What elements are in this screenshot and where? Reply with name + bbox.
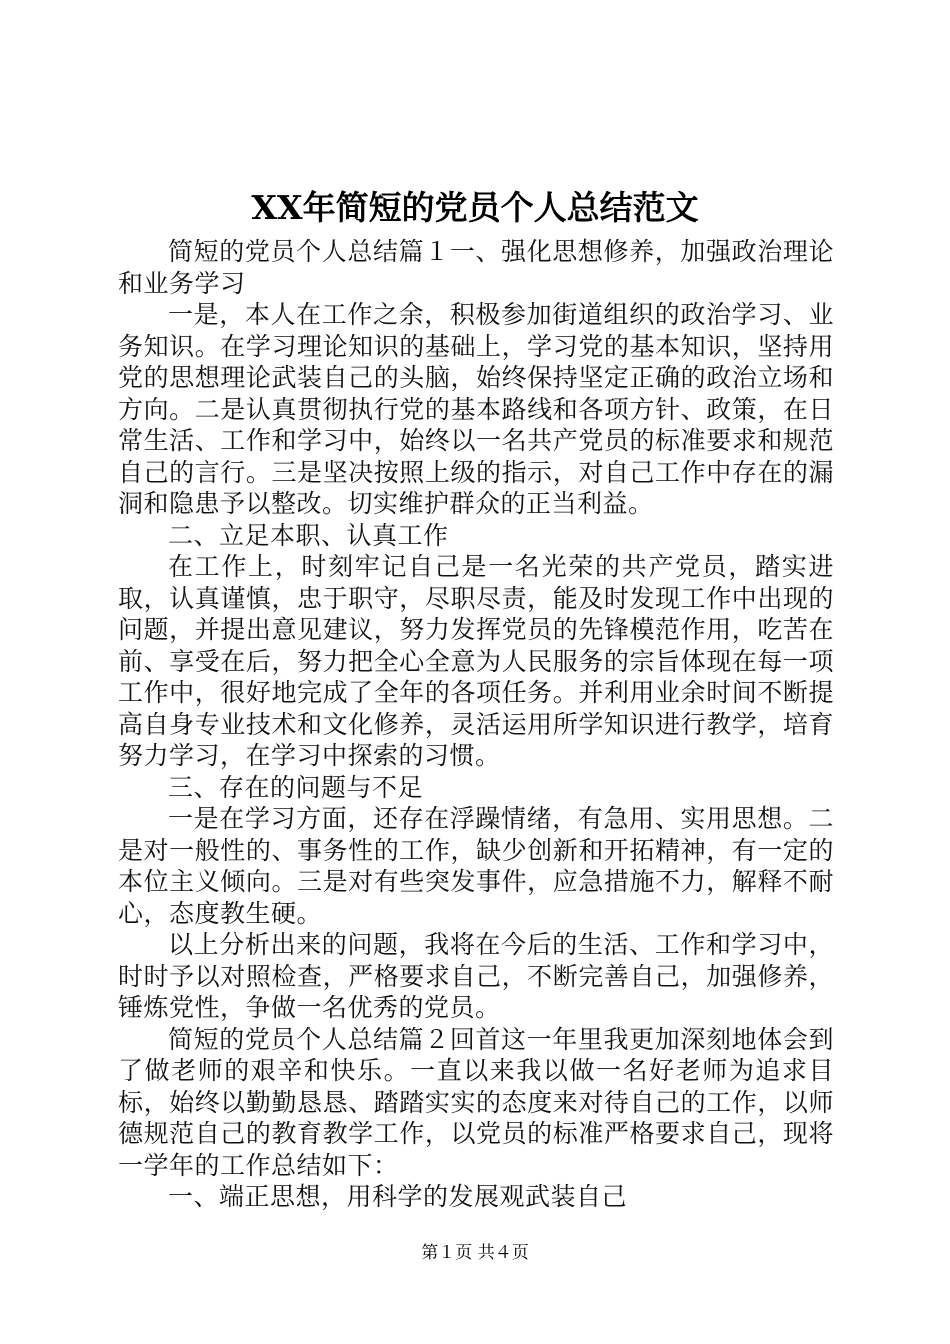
paragraph-4: 在工作上，时刻牢记自己是一名光荣的共产党员，踏实进取，认真谨慎，忠于职守，尽职尽责，能及时发现工作中出现的问题，并提出意见建议，努力发挥党员的先锋模范作用，吃苦在前、享受在后，努力把全心全意为人民服务的宗旨体现在每一项工作中，很好地完成了全年的各项任务。并利用业余时间不断提高自身专业技术和文化修养，灵活运用所学知识进行教学，培育努力学习，在学习中探索的习惯。 xyxy=(118,552,834,770)
document-title: XX年简短的党员个人总结范文 xyxy=(251,188,699,227)
paragraph-6: 一是在学习方面，还存在浮躁情绪，有急用、实用思想。二是对一般性的、事务性的工作，缺少创新和开拓精神，有一定的本位主义倾向。三是对有些突发事件，应急措施不力，解释不耐心，态度教生硬。 xyxy=(118,804,834,928)
paragraph-5: 三、存在的问题与不足 xyxy=(168,772,424,802)
paragraph-8: 简短的党员个人总结篇２回首这一年里我更加深刻地体会到了做老师的艰辛和快乐。一直以来我以做一名好老师为追求目标，始终以勤勤恳恳、踏踏实实的态度来对待自己的工作，以师德规范自己的教育教学工作，以党员的标准严格要求自己，现将一学年的工作总结如下： xyxy=(118,1024,834,1180)
paragraph-7: 以上分析出来的问题，我将在今后的生活、工作和学习中，时时予以对照检查，严格要求自己，不断完善自己，加强修养，锤炼党性，争做一名优秀的党员。 xyxy=(118,930,834,1022)
document-body xyxy=(118,236,834,1213)
paragraph-1: 简短的党员个人总结篇１一、强化思想修养，加强政治理论和业务学习 xyxy=(118,237,834,298)
paragraph-9: 一、端正思想，用科学的发展观武装自己 xyxy=(168,1182,628,1211)
paragraph-2: 一是，本人在工作之余，积极参加街道组织的政治学习、业务知识。在学习理论知识的基础上，学习党的基本知识，坚持用党的思想理论武装自己的头脑，始终保持坚定正确的政治立场和方向。二是认真贯彻执行党的基本路线和各项方针、政策，在日常生活、工作和学习中，始终以一名共产党员的标准要求和规范自己的言行。三是坚决按照上级的指示，对自己工作中存在的漏洞和隐患予以整改。切实维护群众的正当利益。 xyxy=(118,300,834,518)
paragraph-3: 二、立足本职、认真工作 xyxy=(168,520,449,550)
page-number-footer: 第１页 共４页 xyxy=(421,1243,529,1263)
